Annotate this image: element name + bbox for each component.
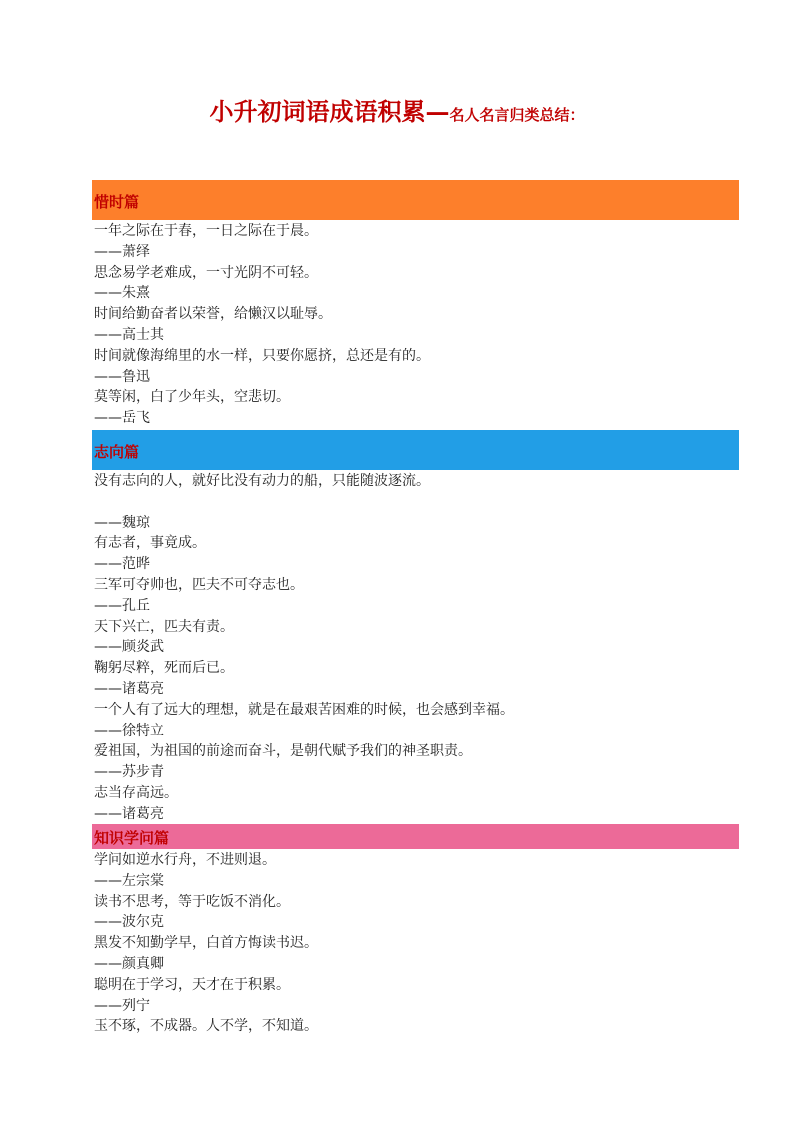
section-body-time xyxy=(94,221,430,429)
quote-author: ——波尔克 xyxy=(94,914,164,931)
quote-author: ——鲁迅 xyxy=(94,368,150,385)
quote-line: 志当存高远。 xyxy=(94,784,178,801)
quote-line: 没有志向的人，就好比没有动力的船，只能随波逐流。 xyxy=(94,473,430,489)
quote-author: ——高士其 xyxy=(94,326,164,343)
quote-line: 思念易学老难成，一寸光阴不可轻。 xyxy=(94,264,318,281)
section-header-ambition xyxy=(92,430,739,470)
section-header-knowledge xyxy=(92,824,739,849)
quote-line: 莫等闲，白了少年头，空悲切。 xyxy=(94,389,290,406)
section-body-knowledge xyxy=(94,850,318,1037)
quote-author: ——徐特立 xyxy=(94,722,164,739)
quote-author: ——颜真卿 xyxy=(94,955,164,972)
quote-author: ——苏步青 xyxy=(94,764,164,781)
quote-line: 天下兴亡，匹夫有责。 xyxy=(94,618,234,635)
quote-line: 读书不思考，等于吃饭不消化。 xyxy=(94,893,290,910)
quote-line: 玉不琢，不成器。人不学，不知道。 xyxy=(94,1018,318,1035)
quote-line: 聪明在于学习，天才在于积累。 xyxy=(94,976,290,993)
section-header-time xyxy=(92,180,739,220)
quote-line: 黑发不知勤学早，白首方悔读书迟。 xyxy=(94,935,318,952)
section-heading: 知识学问篇 xyxy=(94,829,170,847)
section-heading: 志向篇 xyxy=(94,443,140,461)
quote-line: 爱祖国，为祖国的前途而奋斗，是朝代赋予我们的神圣职责。 xyxy=(94,743,472,760)
quote-line: 时间给勤奋者以荣誉，给懒汉以耻辱。 xyxy=(94,306,332,323)
quote-author: ——范晔 xyxy=(94,556,150,573)
quote-line: 三军可夺帅也，匹夫不可夺志也。 xyxy=(94,576,304,593)
page-title xyxy=(0,92,794,127)
quote-author: ——诸葛亮 xyxy=(94,680,164,697)
quote-author: ——顾炎武 xyxy=(94,639,164,656)
quote-line: 鞠躬尽粹，死而后已。 xyxy=(94,660,234,677)
quote-line: 一年之际在于春，一日之际在于晨。 xyxy=(94,223,318,239)
title-subtitle: 名人名言归类总结： xyxy=(449,106,585,124)
section-heading: 惜时篇 xyxy=(94,193,140,211)
quote-author: ——岳飞 xyxy=(94,410,150,427)
section-body-ambition xyxy=(94,471,514,825)
title-main: 小升初词语成语积累— xyxy=(209,97,450,126)
quote-author: ——左宗棠 xyxy=(94,872,164,889)
quote-author: ——朱熹 xyxy=(94,285,150,302)
quote-author: ——萧绎 xyxy=(94,243,150,260)
quote-author: ——孔丘 xyxy=(94,597,150,614)
quote-line: 有志者，事竟成。 xyxy=(94,535,206,552)
quote-line: 时间就像海绵里的水一样，只要你愿挤，总还是有的。 xyxy=(94,347,430,364)
quote-author: ——魏琼 xyxy=(94,514,150,531)
quote-line: 学问如逆水行舟，不进则退。 xyxy=(94,852,276,868)
quote-line: 一个人有了远大的理想，就是在最艰苦困难的时候，也会感到幸福。 xyxy=(94,701,514,718)
quote-author: ——列宁 xyxy=(94,997,150,1014)
quote-author: ——诸葛亮 xyxy=(94,805,164,822)
